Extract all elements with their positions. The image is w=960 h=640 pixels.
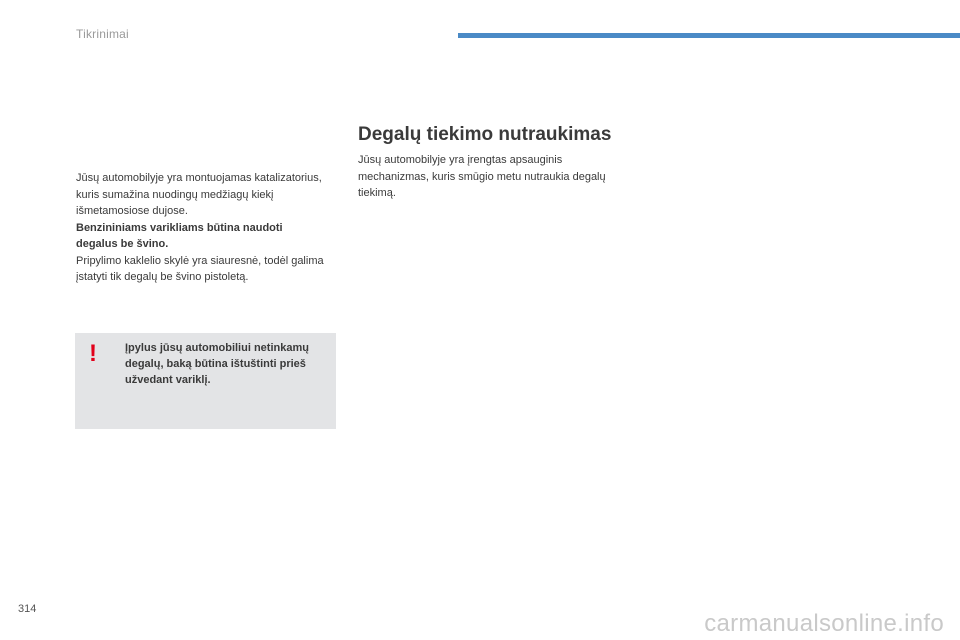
left-column xyxy=(76,170,326,286)
watermark: carmanualsonline.info xyxy=(704,610,944,637)
fuel-cutoff-body: Jūsų automobilyje yra įrengtas apsauginis mechanizmas, kuris smūgio metu nutraukia degalų tiekimą. xyxy=(358,154,606,199)
header-accent-bar xyxy=(458,33,960,38)
unleaded-requirement: Benzininiams varikliams būtina naudoti degalus be švino. xyxy=(76,221,283,250)
fuel-cutoff-heading: Degalų tiekimo nutraukimas xyxy=(358,124,612,145)
filler-neck-paragraph: Pripylimo kaklelio skylė yra siauresnė, todėl galima įstatyti tik degalų be švino pistoletą. xyxy=(76,254,324,283)
warning-text: Įpylus jūsų automobiliui netinkamų degalų, baką būtina ištuštinti prieš užvedant variklį. xyxy=(125,342,309,386)
catalyst-paragraph: Jūsų automobilyje yra montuojamas katalizatorius, kuris sumažina nuodingų medžiagų kiekį išmetamosiose dujose. xyxy=(76,172,322,217)
page-number: 314 xyxy=(18,603,37,615)
warning-box xyxy=(75,333,336,429)
section-title: Tikrinimai xyxy=(76,27,129,41)
exclamation-icon: ! xyxy=(89,340,97,367)
